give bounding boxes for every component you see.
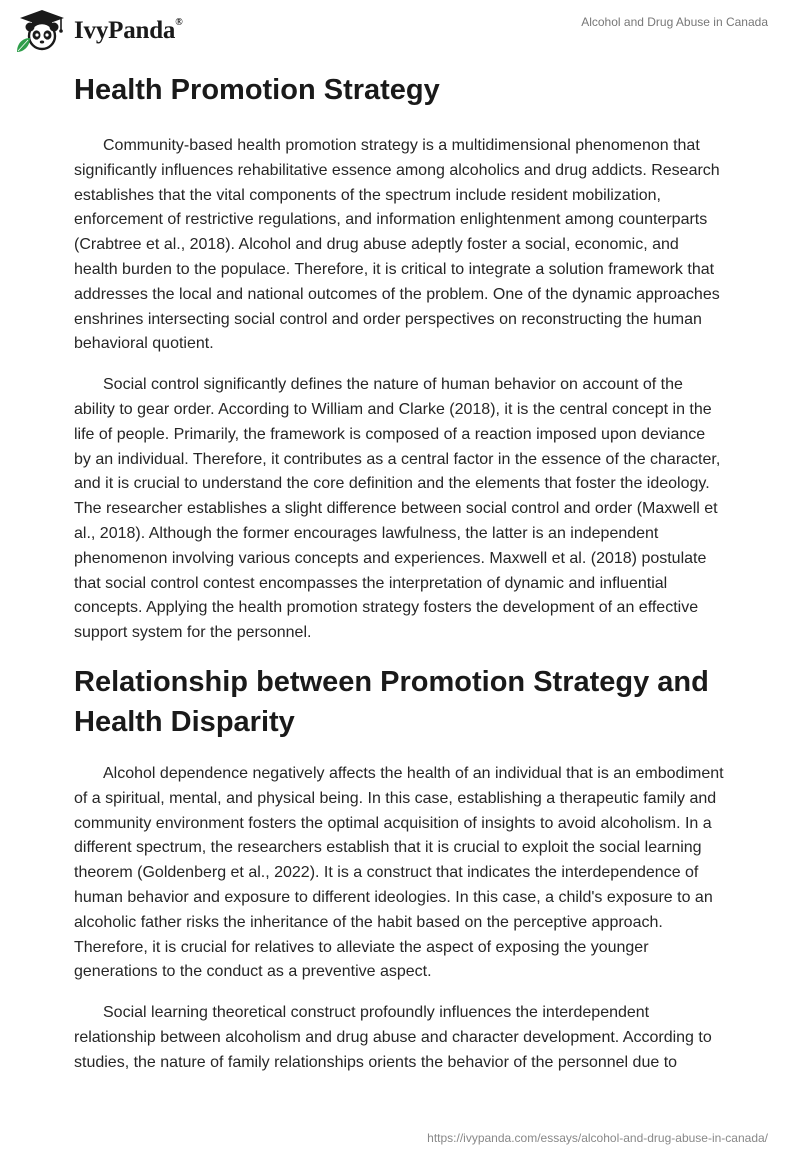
panda-logo-icon [14, 8, 70, 54]
section-heading-health-promotion-strategy: Health Promotion Strategy [74, 74, 440, 106]
paragraph: Community-based health promotion strategy is a multidimensional phenomenon that significantly influences rehabilitative essence among alcoholics and drug addicts. Research establishes that the vital components of the spectrum include resident mobilization, enforcement of restrictive regulations, and information enlightenment among counterparts (Crabtree et al., 2018). Alcohol and drug abuse adeptly foster a social, economic, and health burden to the populace. Therefore, it is critical to integrate a solution framework that addresses the local and national outcomes of the problem. One of the dynamic approaches enshrines intersecting social control and order perspectives on reconstructing the human behavioral quotient. [74, 137, 720, 353]
document-title: Alcohol and Drug Abuse in Canada [581, 15, 768, 29]
page-header [0, 0, 800, 60]
logo-wordmark: IvyPanda® [74, 16, 183, 44]
section-heading-relationship: Relationship between Promotion Strategy and Health Disparity [74, 665, 709, 738]
paragraph: Social learning theoretical construct profoundly influences the interdependent relationship between alcoholism and drug abuse and character development. According to studies, the nature of family relationships orients the behavior of the personnel due to [74, 1004, 712, 1071]
essay-content [74, 70, 726, 1092]
source-url[interactable]: https://ivypanda.com/essays/alcohol-and-drug-abuse-in-canada/ [427, 1131, 768, 1145]
paragraph: Social control significantly defines the nature of human behavior on account of the ability to gear order. According to William and Clarke (2018), it is the central concept in the life of people. Primarily, the framework is composed of a reaction imposed upon deviance by an individual. Therefore, it contributes as a central factor in the essence of the character, and it is crucial to understand the core definition and the elements that foster the ideology. The researcher establishes a slight difference between social control and order (Maxwell et al., 2018). Although the former encourages lawfulness, the latter is an independent phenomenon involving various concepts and experiences. Maxwell et al. (2018) postulate that social control contest encompasses the interpretation of dynamic and influential concepts. Applying the health promotion strategy fosters the development of an effective support system for the personnel. [74, 376, 721, 642]
ivypanda-logo[interactable] [14, 8, 183, 54]
paragraph: Alcohol dependence negatively affects the health of an individual that is an embodiment of a spiritual, mental, and physical being. In this case, establishing a therapeutic family and community environment fosters the optimal acquisition of insights to avoid alcoholism. In a different spectrum, the researchers establish that it is crucial to exploit the social learning theorem (Goldenberg et al., 2022). It is a construct that indicates the interdependence of human behavior and exposure to different ideologies. In this case, a child's exposure to an alcoholic father risks the inheritance of the habit based on the perceptive approach. Therefore, it is crucial for relatives to alleviate the aspect of exposing the younger generations to the conduct as a preventive aspect. [74, 764, 724, 981]
